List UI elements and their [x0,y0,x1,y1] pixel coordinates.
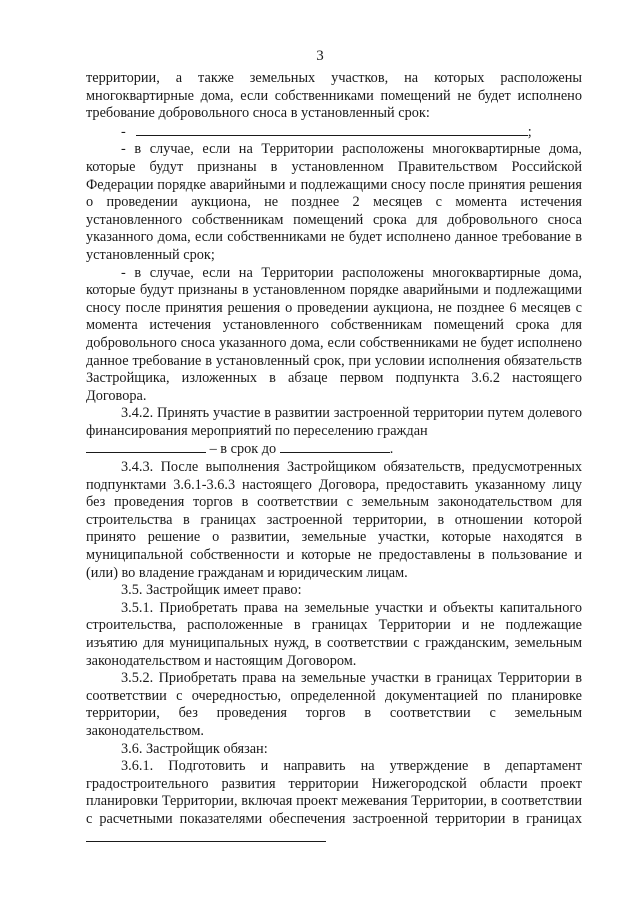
dash-marker: - [121,123,126,140]
blank-field [86,440,206,453]
page-number: 3 [316,48,324,64]
blank-line-item [86,123,582,142]
line-terminator: . [389,441,394,458]
paragraph: 3.4.3. После выполнения Застройщиком обязательств, предусмотренных подпунктами 3.6.1-3.6.3 настоящего Договора, предоставить указанному лицу без проведения торгов в соответствии с земельным законодательством для строительства в границах застроенной территории, в отношении которой принято решение о развитии, земельные участки, которые находятся в муниципальной собственности и которые не предоставлены в пользование и (или) во владение гражданам и юридическим лицам. [86,459,582,581]
section-heading: 3.6. Застройщик обязан: [121,740,268,757]
blank-field [280,440,390,453]
line-terminator: ; [527,123,532,140]
document-body [86,70,582,847]
paragraph: 3.5.2. Приобретать права на земельные участки в границах Территории в соответствии с очередностью, определенной документацией по планировке территории, без проведения торгов в соответствии с земельным законодательством. [86,670,582,739]
paragraph: - в случае, если на Территории расположены многоквартирные дома, которые будут признаны в установленном порядке аварийными и подлежащими сносу после принятия решения о проведении аукциона, не позднее 6 месяцев с момента истечения установленного собственникам помещений срока для добровольного сноса указанного дома, если собственниками не будет исполнено данное требование в установленный срок, при условии исполнения обязательств Застройщика, изложенных в абзаце первом подпункта 3.6.2 настоящего Договора. [86,264,582,404]
deadline-label: – в срок до [206,441,280,458]
paragraph: территории, а также земельных участков, на которых расположены многоквартирные дома, если собственниками помещений не будет исполнено требование добровольного сноса в установленный срок: [86,70,582,122]
blank-field [136,123,528,136]
paragraph-text: 3.6.1. Подготовить и направить на утверждение в департамент градостроительного развития территории Нижегородской области проект планировки Территории, включая проект межевания Территории, в соответствии с расчетными показателями обеспечения застроенной территории в границах [86,758,582,827]
paragraph: 3.4.2. Принять участие в развитии застроенной территории путем долевого финансирования мероприятий по переселению граждан [86,405,582,439]
section-heading: 3.5. Застройщик имеет право: [121,582,302,599]
paragraph [86,758,582,847]
paragraph: 3.5.1. Приобретать права на земельные участки и объекты капитального строительства, расположенные в границах Территории и не подлежащие изъятию для муниципальных нужд, в соответствии с гражданским, земельным законодательством и настоящим Договором. [86,599,582,669]
blank-line-item [86,440,582,459]
paragraph: - в случае, если на Территории расположены многоквартирные дома, которые будут признаны в установленном Правительством Российской Федерации порядке аварийными и подлежащими сносу после принятия решения о проведении аукциона, не позднее 2 месяцев с момента истечения установленного собственникам помещений срока для добровольного сноса указанного дома, если собственниками не будет исполнено данное требование в установленный срок; [86,141,582,263]
blank-field [86,829,326,842]
